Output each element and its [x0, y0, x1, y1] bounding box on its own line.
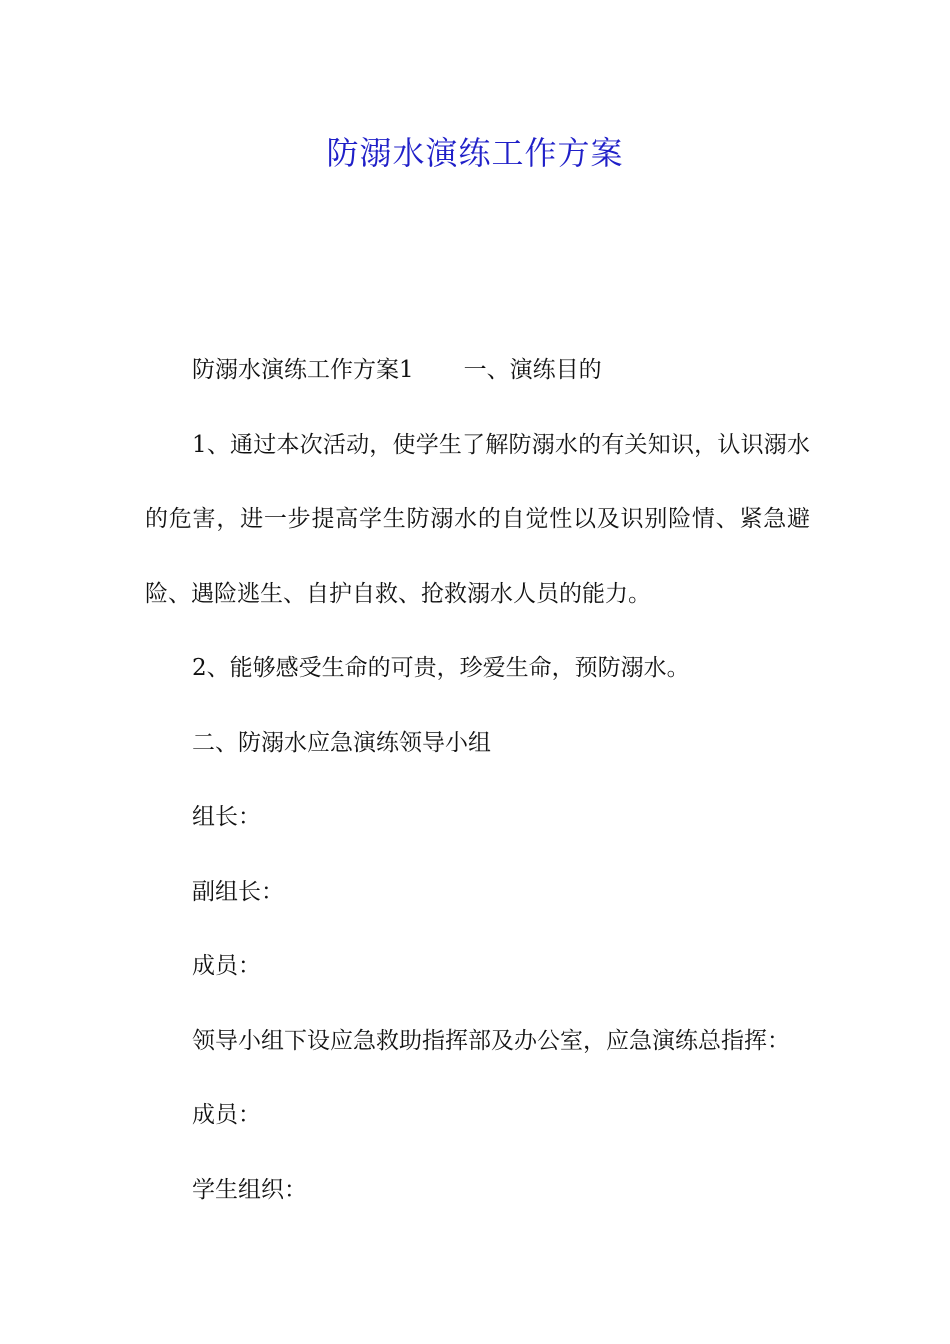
paragraph-student-organization: 学生组织： — [192, 1176, 307, 1203]
paragraph-command-members: 成员： — [192, 1102, 261, 1128]
paragraph-leader: 组长： — [192, 804, 261, 830]
plan-number-label: 防溺水演练工作方案1 — [192, 357, 414, 383]
paragraph-deputy-leader: 副组长： — [192, 878, 284, 905]
section-one-heading: 一、演练目的 — [463, 357, 602, 383]
paragraph-command-office: 领导小组下设应急救助指挥部及办公室，应急演练总指挥： — [192, 1027, 790, 1054]
document-title: 防溺水演练工作方案 — [326, 134, 624, 172]
section-two-heading: 二、防溺水应急演练领导小组 — [192, 729, 491, 756]
paragraph-objective-1: 1、通过本次活动，使学生了解防溺水的有关知识，认识溺水的危害，进一步提高学生防溺水的自觉性以及识别险情、紧急避险、遇险逃生、自护自救、抢救溺水人员的能力。 — [145, 431, 810, 607]
paragraph-objective-2: 2、能够感受生命的可贵，珍爱生命，预防溺水。 — [192, 655, 690, 681]
paragraph-heading-line — [145, 333, 810, 408]
paragraph-members: 成员： — [192, 953, 261, 979]
document-body — [145, 333, 810, 1227]
